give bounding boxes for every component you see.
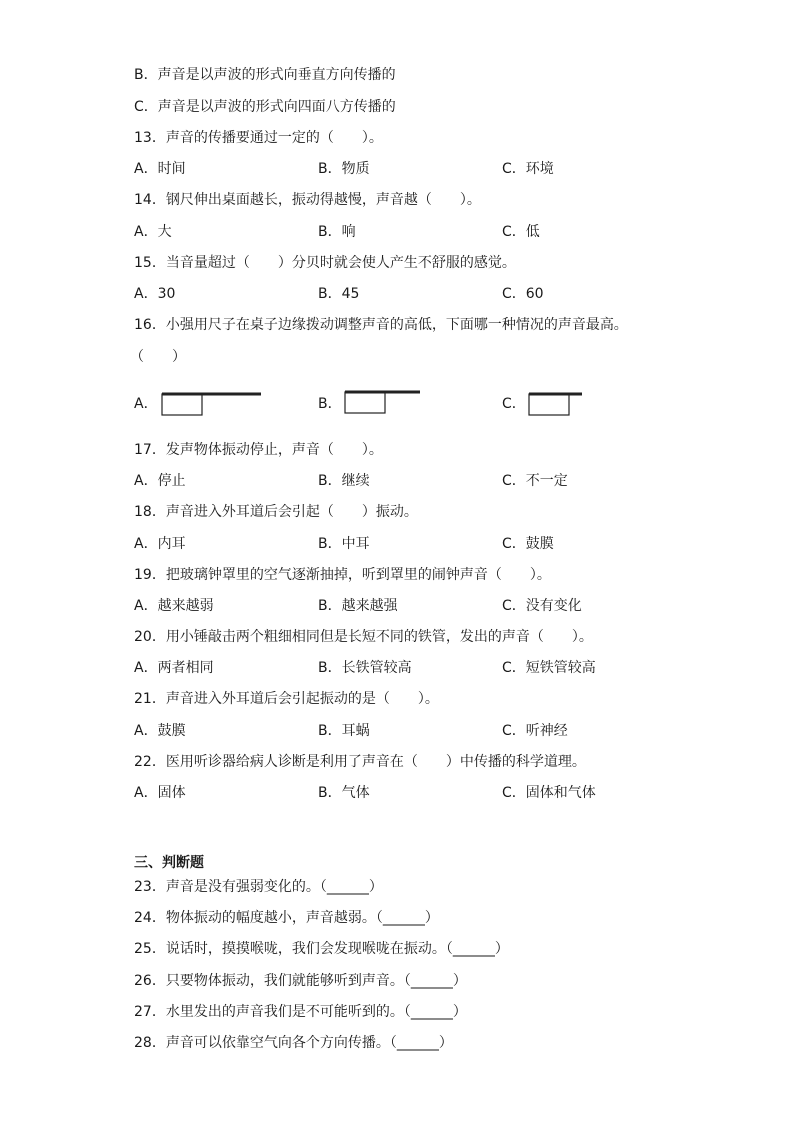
q15-option-c: C．60 — [502, 286, 544, 302]
q20-option-b: B．长铁管较高 — [318, 660, 412, 676]
option-line-c: C．声音是以声波的形式向四面八方传播的 — [134, 99, 396, 115]
judgment-24: 24．物体振动的幅度越小，声音越弱。（______） — [134, 910, 439, 926]
judgment-25: 25．说话时，摸摸喉咙，我们会发现喉咙在振动。（______） — [134, 941, 509, 957]
q16-option-b: B． — [318, 396, 342, 412]
q18-option-c: C．鼓膜 — [502, 536, 554, 552]
q18-option-b: B．中耳 — [318, 536, 370, 552]
q13-option-c: C．环境 — [502, 161, 554, 177]
question-16: 16．小强用尺子在桌子边缘拨动调整声音的高低，下面哪一种情况的声音最高。 — [134, 317, 628, 333]
q15-option-b: B．45 — [318, 286, 360, 302]
ruler-desk-figure-c — [527, 388, 585, 418]
q14-option-a: A．大 — [134, 224, 172, 240]
q13-option-b: B．物质 — [318, 161, 370, 177]
question-14: 14．钢尺伸出桌面越长，振动得越慢，声音越（ ）。 — [134, 192, 481, 208]
judgment-23: 23．声音是没有强弱变化的。（______） — [134, 879, 383, 895]
q22-option-c: C．固体和气体 — [502, 785, 596, 801]
q17-option-b: B．继续 — [318, 473, 370, 489]
section-title-judgment: 三、判断题 — [134, 855, 204, 871]
q22-option-b: B．气体 — [318, 785, 370, 801]
q17-option-c: C．不一定 — [502, 473, 568, 489]
question-22: 22．医用听诊器给病人诊断是利用了声音在（ ）中传播的科学道理。 — [134, 754, 586, 770]
question-20: 20．用小锤敲击两个粗细相同但是长短不同的铁管，发出的声音（ ）。 — [134, 629, 593, 645]
q16-option-a: A． — [134, 396, 158, 412]
question-21: 21．声音进入外耳道后会引起振动的是（ ）。 — [134, 691, 439, 707]
q14-option-b: B．响 — [318, 224, 356, 240]
q17-option-a: A．停止 — [134, 473, 186, 489]
judgment-26: 26．只要物体振动，我们就能够听到声音。（______） — [134, 973, 467, 989]
question-13: 13．声音的传播要通过一定的（ ）。 — [134, 130, 383, 146]
question-19: 19．把玻璃钟罩里的空气逐渐抽掉，听到罩里的闹钟声音（ ）。 — [134, 567, 551, 583]
judgment-28: 28．声音可以依靠空气向各个方向传播。（______） — [134, 1035, 453, 1051]
question-16-blank: （ ） — [130, 349, 186, 365]
q16-option-c: C． — [502, 396, 526, 412]
question-15: 15．当音量超过（ ）分贝时就会使人产生不舒服的感觉。 — [134, 255, 516, 271]
q15-option-a: A．30 — [134, 286, 176, 302]
q19-option-c: C．没有变化 — [502, 598, 582, 614]
q21-option-c: C．听神经 — [502, 723, 568, 739]
q19-option-b: B．越来越强 — [318, 598, 398, 614]
question-18: 18．声音进入外耳道后会引起（ ）振动。 — [134, 504, 418, 520]
option-line-b: B．声音是以声波的形式向垂直方向传播的 — [134, 67, 396, 83]
judgment-27: 27．水里发出的声音我们是不可能听到的。（______） — [134, 1004, 467, 1020]
q19-option-a: A．越来越弱 — [134, 598, 214, 614]
q13-option-a: A．时间 — [134, 161, 186, 177]
q21-option-a: A．鼓膜 — [134, 723, 186, 739]
ruler-desk-figure-b — [343, 386, 423, 416]
q18-option-a: A．内耳 — [134, 536, 186, 552]
q20-option-a: A．两者相同 — [134, 660, 214, 676]
q20-option-c: C．短铁管较高 — [502, 660, 596, 676]
question-17: 17．发声物体振动停止，声音（ ）。 — [134, 442, 383, 458]
q22-option-a: A．固体 — [134, 785, 186, 801]
q21-option-b: B．耳蜗 — [318, 723, 370, 739]
q14-option-c: C．低 — [502, 224, 540, 240]
ruler-desk-figure-a — [160, 388, 264, 418]
